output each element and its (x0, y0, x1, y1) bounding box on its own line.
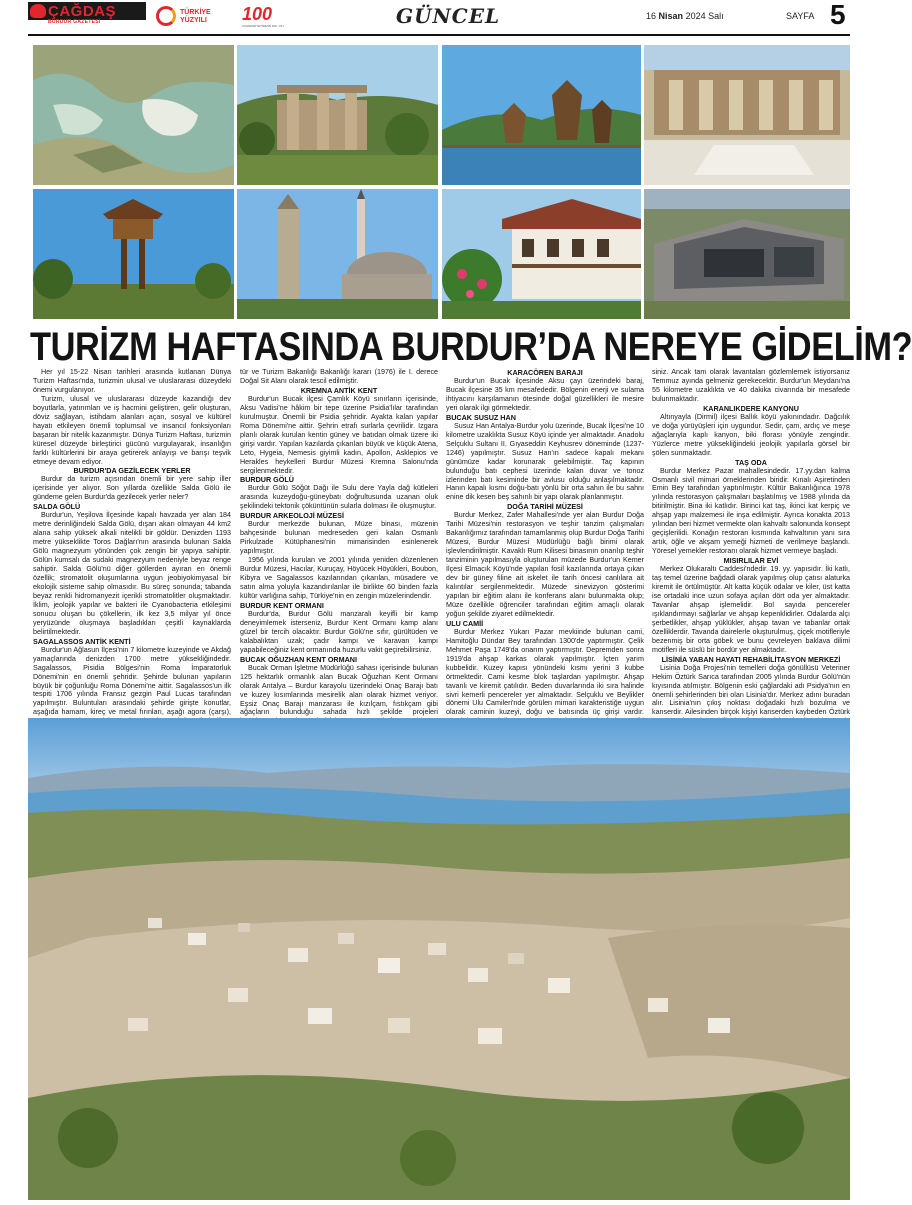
burdur-city-panorama-photo (28, 718, 850, 1200)
article-column-4 (652, 368, 850, 717)
section-heading: KARANLIKDERE KANYONU (703, 403, 799, 413)
article-paragraph: Her yıl 15-22 Nisan tarihleri arasında kutlanan Dünya Turizm Haftası'nda, turizmin ulusal ve uluslararası düzeydeki önemi vurgulanıyor. (33, 368, 231, 394)
article-paragraph: Altınyayla (Dirmil) ilçesi Ballık köyü yakınındadır. Dağcılık ve doğa yürüyüşleri için uygundur. Sedir, çam, ardıç ve meşe ağaçlarıyla kaplı kanyon, biki florası yönüyle zengindir. Yüzlerce metre yüksekliğindeki jeolojik yapılarla görsel bir şölen sunmaktadır. (652, 412, 850, 457)
date-day: 16 (646, 11, 657, 21)
article-paragraph: Burdur Gölü Söğüt Dağı ile Sulu dere Yayla dağ kütleleri arasında kuzeydoğu-güneybatı doğrultusunda uzanan oluk şekilindeki tektonik çöküntünün sularla dolması ile oluşmuştur. (240, 484, 438, 511)
turkiye-yuzyili-logo (156, 6, 236, 28)
date-month: Nisan (658, 11, 684, 21)
date-rest: 2024 Salı (685, 11, 724, 21)
article-paragraph: 1956 yılında kurulan ve 2001 yılında yeniden düzenlenen Burdur Müzesi, Hacılar, Kuruçay, Höyücek Höyükleri, Boubon, Kibyra ve Sagalassos kazılarından çıkarılan, müsadere ve satın alma yoluyla kazandırılanlar ile birlikte 60 binden fazla kültür varlığına sahip, Türkiye'nin en zengin müzelerindendir. (240, 556, 438, 600)
article-paragraph: Burdur da turizm açısından önemli bir yere sahip iller içerisinde yer alıyor. Son yıllarda özellikle Salda Gölü ile gündeme gelen Burdur'da gezilecek yerler neler? (33, 475, 231, 502)
article-paragraph: Bucak Orman İşletme Müdürlüğü sahası içerisinde bulunan 125 hektarlık ormanlık alan Bucak Oğuzhan Kent Ormanı olarak Antalya – Burdur karayolu üzerindeki Onaç Barajı batı ve kuzey kısımlarında mesirelik alan olarak hizmet veriyor. Eşsiz Onaç Barajı manzarası ile kızılçam, fıstıkçam gibi ağaçların bulunduğu sahada hızlı şekilde projeleri (240, 663, 438, 717)
logo-mascot-icon (30, 4, 46, 18)
page-label: SAYFA (786, 11, 815, 21)
section-heading: ULU CAMİİ (446, 618, 484, 628)
article-column-2 (240, 368, 438, 717)
anniversary-logo (242, 4, 302, 28)
article-headline: TURİZM HAFTASINDA BURDUR’DA NEREYE GİDELİM? (30, 325, 912, 369)
article-paragraph: Burdur'un Bucak ilçesi Çamlık Köyü sınırların içerisinde, Aksu Vadisi'ne hâkim bir tepe üzerine Psidia'lılar tarafından kurulmuştur. Önemli bir Psidia şehridir. Ayakta kalan yapılar Roma Dönemi'ne aittir. Şehrin etrafı surlarla çevrilidir. Izgara planlı olarak kurulan kentin güney ve batıdan olmak üzere iki girişi vardır. Yapılan kazılarda çıkarılan büyük ve küçük Atena, Leto, Hygeia, Nemesis giyimli kadın, Apollon, Asklepios ve Herakles heykelleri Burdur Müzesi Kremna Salonu'nda sergilenmektedir. (240, 394, 438, 475)
section-heading: MISIRLILAR EVİ (723, 556, 779, 566)
logo-subtitle: BURDUR GAZETESİ (48, 19, 101, 25)
article-paragraph: Burdur Merkez, Zafer Mahallesi'nde yer alan Burdur Doğa Tarihi Müzesi'nin restorasyon ve teşhir tanzim çalışmaları Bakanlığımız tarafından tamamlanmış olup Burdur Doğa Tarihi Müzesi, Burdur Müzesi Müdürlüğü bağlı birimi olarak işlevlendirilmiştir. Kavaklı Rum Kilisesi binasının onarılıp teşhir tanziminin yapılmasıyla oluşturulan müzede Burdur'un Kemer İlçesi Elmacık Köyü'nde yapılan fosil kazılarında ortaya çıkan dev bir güney filine ait iskelet ile tarih öncesi canlılara ait kalıntılar sergilenmektedir. Müzede sinevizyon gösterimi yapılan bir eğitim alanı ile konferans alanı bulunmakta olup; Müze özellikle öğrenciler tarafından eğitim amaçlı olarak yoğun şekilde ziyaret edilmektedir. (446, 511, 644, 618)
section-heading: DOĞA TARİHİ MÜZESİ (507, 502, 583, 512)
article-paragraph: Burdur'un Ağlasun İlçesi'nin 7 kilometre kuzeyinde ve Akdağ yamaçlarında denizden 1700 metre yüksekliğindedir. Sagalassos, Pisidia Bölgesi'nin Roma İmparatorluk Dönemi'nin en önemli şehridir. Şehirde bulunan yapıların büyük bir çoğunluğu Roma Dönemi'ne aittir. Sagalassos'un ilk tespiti 1706 yılında Fransız gezgin Paul Lucas tarafından yapılmıştır. Buluntuları arasındaki şehirde girişte konutlar, aşağıda hamam, kireç ve metal fırınları, aşağı agora (çarşı), (33, 645, 231, 717)
section-heading: BURDUR'DA GEZİLECEK YERLER (73, 466, 191, 476)
turkiye-yuzyili-text: TÜRKİYE YÜZYILI (180, 9, 211, 24)
section-heading: TAŞ ODA (735, 457, 767, 467)
article-paragraph: Burdur Merkez Yukarı Pazar mevkiinde bulunan cami, Hamitoğlu Dündar Bey tarafından 1300'de yaptırmıştır. Çelik Mehmet Paşa 1749'da onarım yaptırmıştır. Depremden sonra 1919'da ahşap karkas olarak yapılmıştır. İçten yarım kubbelidir. Kuzey kapısı yönündeki kısmı yerini 3 kubbe örtmektedir. Cami kesme blok taşlardan yapılmıştır. Ahşap tavanlı ve kiremit çatılıdır. Beden duvarlarında iki sıra halinde sivri kemerli pencereler yer almaktadır. Selçuklu ve Beylikler dönemi Ulu Camileri'nde görülen mimari karakteristiğe uygun olarak caminin kuzeyi, doğu ve batısında üç girişi vardır. (446, 627, 644, 717)
lake-village-photo (442, 45, 641, 185)
section-heading: BURDUR GÖLÜ (240, 475, 294, 485)
article-paragraph: Susuz Han Antalya-Burdur yolu üzerinde, Bucak İlçesi'ne 10 kilometre uzaklıkta Susuz Köyü içinde yer almaktadır. Anadolu Selçuklu Sultanı II. Gıyaseddin Keyhusrev döneminde (1237-1246) yapılmıştır. Susuz Han'ın sadece kapalı mekanı günümüze kadar korunarak gelebilmiştir. Taç kapının bulunduğu batı cephesi üzerinde kalan duvar ve tonoz izlerinden batı kesiminde bir avlusu olduğu anlaşılmaktadır. Hanın kapalı kısmı doğu-batı yönlü bir orta sahın ile bu sahnı enine dik kesen beş sahınlı bir yapı olarak planlanmıştır. (446, 421, 644, 502)
section-heading: LİSİNİA YABAN HAYATI REHABİLİTASYON MERKEZİ (661, 654, 841, 664)
article-paragraph: Merkez Olukaraltı Caddesi'ndedir. 19. yy. yapısıdır. İki katlı, taş temel üzerine bağdadi olarak yapılmış olup çatısı alaturka kiremit ile örtülmüştür. Alt katta küçük odalar ve kiler, üst katta ise ortadaki ince uzun sofaya açılan dört oda yer almaktadır. Tavanlar ahşap işlemelidir. Bol sayıda pencereler ışıklandırmayı sağlarlar ve ahşap kepenklidirler. Odalarda alçı şerbetlikler, ahşap yüklükler, ahşap tavan ve tabanlar ortak özelliklerdir. Tavanda dairelerle oluşturulmuş, çiçek motifleriyle bezenmiş bir orta göbek ve bunu çevreleyen baklava dilimi motifleri ile süslü bir bordür yer almaktadır. (652, 565, 850, 654)
watch-tower-photo (33, 189, 234, 319)
article-paragraph: Burdur'da, Burdur Gölü manzaralı keyifli bir kamp deneyimlemek isterseniz, Burdur Kent Ormanı kamp alanı güzel bir tercih olacaktır. Burdur Gölü'ne sıfır, gürültüden ve kalabalıktan uzak; çadır kampı ve karavan kampı yapabileceğiniz kent ormanında huzurlu vakit geçirebilirsiniz. (240, 609, 438, 654)
article-paragraph: Burdur merkezde bulunan, Müze binası, müzenin bahçesinde bulunan medreseden geri kalan Osmanlı Pirkulzade Kütüphanesi'nin mimarisinden esinlenerek yapılmıştır. (240, 520, 438, 556)
article-column-3 (446, 368, 644, 717)
article-paragraph: Burdur'un, Yeşilova İlçesinde kapalı havzada yer alan 184 metre derinliğindeki Salda Gölü, dışarı akarı olmayan 44 km2 alana sahip yüksek alkali nitelikli bir göldür. Denizden 1193 metre yükseklikte Toros Dağları'nın arasında bulunan Salda Gölü magnezyum yönünden çok zengin bir yapıya sahiptir. Gölün kumsalı da sudaki magnezyum nedeniyle beyaz renge sahiptir. Salda Gölü'nü diğer göllerden ayıran en önemli özellik; stromatolit oluşumlarına uygun jeobiyokimyasal bir ekolojik sisteme sahip olmasıdır. Bu süreç sonunda; tabanda beyaz renkli hidromanyezit içerikli stromatolitler oluşmaktadır. İklim, jeolojik yapılar ve bakteri ile Cyanobacteria etkileşimi sonucu oluşan bu çökellerin, ilk kez 3,5 milyar yıl önce yeryüzünde oluşmaya başladıkları çeşitli kaynaklarda belirtilmektedir. (33, 511, 231, 636)
antique-fountain-photo (644, 45, 850, 185)
masthead (28, 0, 850, 36)
page-number: 5 (830, 0, 846, 30)
article-paragraph: Burdur'un Bucak ilçesinde Aksu çayı üzerindeki baraj, Bucak ilçesine 35 km mesafededir. Bölgenin enerji ve sulama ihtiyacını karşılamanın ötesinde doğal güzellikleri ile mesire yeri olarak ilgi görmektedir. (446, 377, 644, 412)
section-heading: KREMNA ANTİK KENT (300, 385, 378, 395)
article-paragraph: Lisinia Doğa Projesi'nin temelleri doğa gönüllüsü Veteriner Hekim Öztürk Sarıca tarafından 2005 yılında Burdur Gölü'nün kıyısında atılmıştır. Bölgenin eski çağlardaki adı Psidya'nın en önemli şehirlerinden biri olan Lisinia'dır. Merkez adını buradan alır. Lisinia'nın çıkış noktası doğadaki hızlı bozulma ve kanserdir. Ailesinden birçok kişiyi kanserden kaybeden Öztürk (652, 663, 850, 717)
anniversary-number: 100 (242, 4, 273, 24)
logo-name: ÇAĞDAŞ (48, 3, 117, 20)
section-heading: BURDUR KENT ORMANI (240, 600, 324, 610)
article-paragraph: siniz. Ancak tam olarak lavantaları gözlemlemek istiyorsanız Temmuz ayında gelmeniz gerekecektir. Burdur'un Meydanı'na 55 kilometre uzaklıkta ve 40 dakika civarında bir mesafede bulunmaktadır. (652, 368, 850, 403)
swirl-icon (156, 6, 176, 26)
issue-date (646, 11, 724, 21)
section-heading: BUCAK SUSUZ HAN (446, 412, 516, 422)
clock-tower-mosque-photo (237, 189, 438, 319)
section-heading: BURDUR ARKEOLOJİ MÜZESİ (240, 511, 344, 521)
section-heading: KARACÖREN BARAJI (507, 368, 583, 377)
historic-house-photo (442, 189, 641, 319)
museum-aerial-photo (644, 189, 850, 319)
section-title: GÜNCEL (396, 4, 501, 28)
section-heading: SAGALASSOS ANTİK KENTİ (33, 636, 131, 646)
article-paragraph: Turizm, ulusal ve uluslararası düzeyde kazandığı dev boyutlarla, yatırımları ve iş hacmini geliştiren, gelir oluşturan, döviz sağlayan, istihdam alanları açan, sosyal ve kültürel hayatı etkileyen önemli toplumsal ve insancıl fonksiyonları başaran bir nitelik kazanmıştır. Dünya Turizm Haftası, turizmin küresel düzeyde birleştirici gücünü vurgulayarak, insanlığın farklı kültürlerini bir araya getirerek anlayışı ve barışı teşvik etmeye devam ediyor. (33, 394, 231, 466)
anniversary-text: CUMHURİYETİMİZİN 100. YILI (242, 24, 284, 28)
section-heading: SALDA GÖLÜ (33, 502, 81, 512)
sagalassos-ruins-photo (237, 45, 438, 185)
section-heading: BUCAK OĞUZHAN KENT ORMANI (240, 654, 357, 664)
newspaper-logo[interactable] (28, 2, 146, 28)
article-paragraph: Burdur Merkez Pazar mahallesindedir. 17.yy.dan kalma Osmanlı sivil mimari örneklerinden biridir. Kınalı Aşiretinden Emin Bey tarafından yaptırılmıştır. Kültür Bakanlığınca 1978 yılında restorasyon çalışmaları başlatılmış ve 1988 yılında da bitirilmiştir. Bina iki katlıdır. Birinci kat taş, ikinci kat kerpiç ve ahşap yapı malzemesi ile inşa edilmiştir. Ayrıca konakta 2013 yılından beri hizmet vermekte olan kahvaltı salonunda konsept geçişlerilidi. Konağın restoran kısmında kahvaltının yanı sıra artık, öğle ve akşam yemeği hizmeti de verilmeye başlandı. Yöresel yemekler restoranı olarak hizmet vermeye başladı. (652, 466, 850, 556)
article-paragraph: tür ve Turizm Bakanlığı Bakanlığı kararı (1976) ile I. derece Doğal Sit Alanı olarak tescil edilmiştir. (240, 368, 438, 385)
article-column-1 (33, 368, 231, 717)
salda-lake-aerial-photo (33, 45, 234, 185)
